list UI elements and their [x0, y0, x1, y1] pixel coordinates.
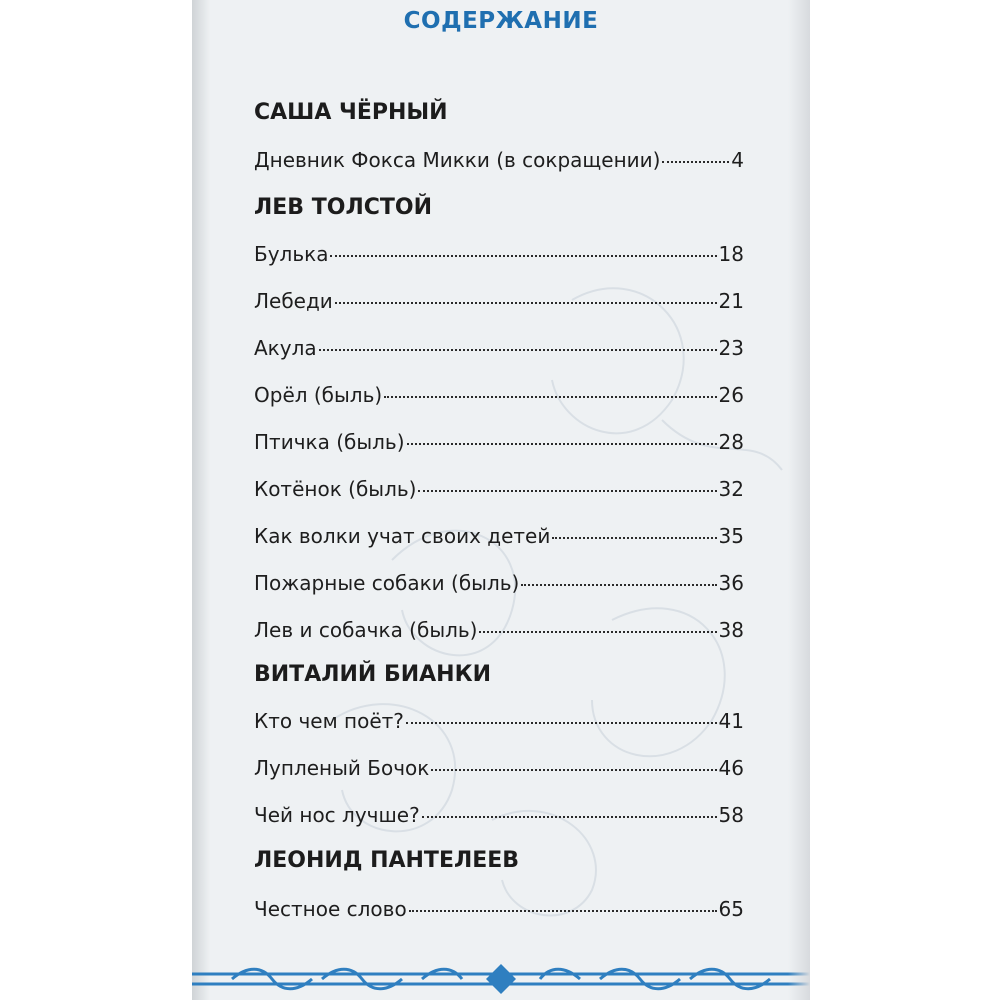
entry-title: Акула [254, 336, 317, 360]
dot-leader [335, 302, 717, 304]
entry-title: Дневник Фокса Микки (в сокращении) [254, 148, 661, 172]
book-page [192, 0, 810, 1000]
dot-leader [431, 769, 716, 771]
entry-title: Кто чем поёт? [254, 709, 404, 733]
entry-page: 32 [718, 477, 744, 501]
entry-title: Лев и собачка (быль) [254, 618, 478, 642]
entry-title: Котёнок (быль) [254, 477, 417, 501]
author-heading: ЛЕОНИД ПАНТЕЛЕЕВ [254, 848, 520, 873]
toc-entry[interactable] [254, 336, 744, 366]
dot-leader [319, 349, 717, 351]
entry-page: 35 [718, 524, 744, 548]
author-heading: ЛЕВ ТОЛСТОЙ [254, 195, 432, 220]
entry-page: 65 [718, 897, 744, 921]
toc-entry[interactable] [254, 430, 744, 460]
toc-entry[interactable] [254, 756, 744, 786]
dot-leader [662, 161, 729, 163]
dot-leader [479, 631, 716, 633]
toc-entry[interactable] [254, 477, 744, 507]
author-heading: ВИТАЛИЙ БИАНКИ [254, 662, 491, 687]
entry-page: 38 [718, 618, 744, 642]
entry-page: 46 [718, 756, 744, 780]
entry-title: Птичка (быль) [254, 430, 405, 454]
toc-entry[interactable] [254, 618, 744, 648]
toc-entry[interactable] [254, 289, 744, 319]
entry-title: Лебеди [254, 289, 333, 313]
dot-leader [409, 910, 717, 912]
entry-title: Как волки учат своих детей [254, 524, 551, 548]
toc-entry[interactable] [254, 897, 744, 927]
dot-leader [418, 490, 716, 492]
entry-title: Орёл (быль) [254, 383, 383, 407]
ornament-icon [192, 958, 810, 1000]
dot-leader [521, 584, 716, 586]
entry-page: 21 [718, 289, 744, 313]
entry-page: 26 [718, 383, 744, 407]
entry-page: 58 [718, 803, 744, 827]
entry-page: 23 [718, 336, 744, 360]
toc-entry[interactable] [254, 524, 744, 554]
dot-leader [552, 537, 716, 539]
entry-page: 4 [731, 148, 744, 172]
ornamental-border [192, 958, 810, 1000]
toc-entry[interactable] [254, 709, 744, 739]
dot-leader [330, 255, 716, 257]
toc-entry[interactable] [254, 803, 744, 833]
dot-leader [406, 722, 717, 724]
dot-leader [384, 396, 716, 398]
toc-entry[interactable] [254, 571, 744, 601]
entry-title: Пожарные собаки (быль) [254, 571, 520, 595]
toc-entry[interactable] [254, 242, 744, 272]
entry-page: 41 [718, 709, 744, 733]
entry-page: 28 [718, 430, 744, 454]
author-heading: САША ЧЁРНЫЙ [254, 100, 448, 125]
dot-leader [407, 443, 717, 445]
entry-title: Булька [254, 242, 329, 266]
entry-page: 36 [718, 571, 744, 595]
entry-title: Честное слово [254, 897, 407, 921]
entry-title: Лупленый Бочок [254, 756, 430, 780]
toc-entry[interactable] [254, 148, 744, 178]
toc-title: СОДЕРЖАНИЕ [403, 8, 599, 34]
toc-entry[interactable] [254, 383, 744, 413]
entry-page: 18 [718, 242, 744, 266]
dot-leader [422, 816, 717, 818]
entry-title: Чей нос лучше? [254, 803, 420, 827]
